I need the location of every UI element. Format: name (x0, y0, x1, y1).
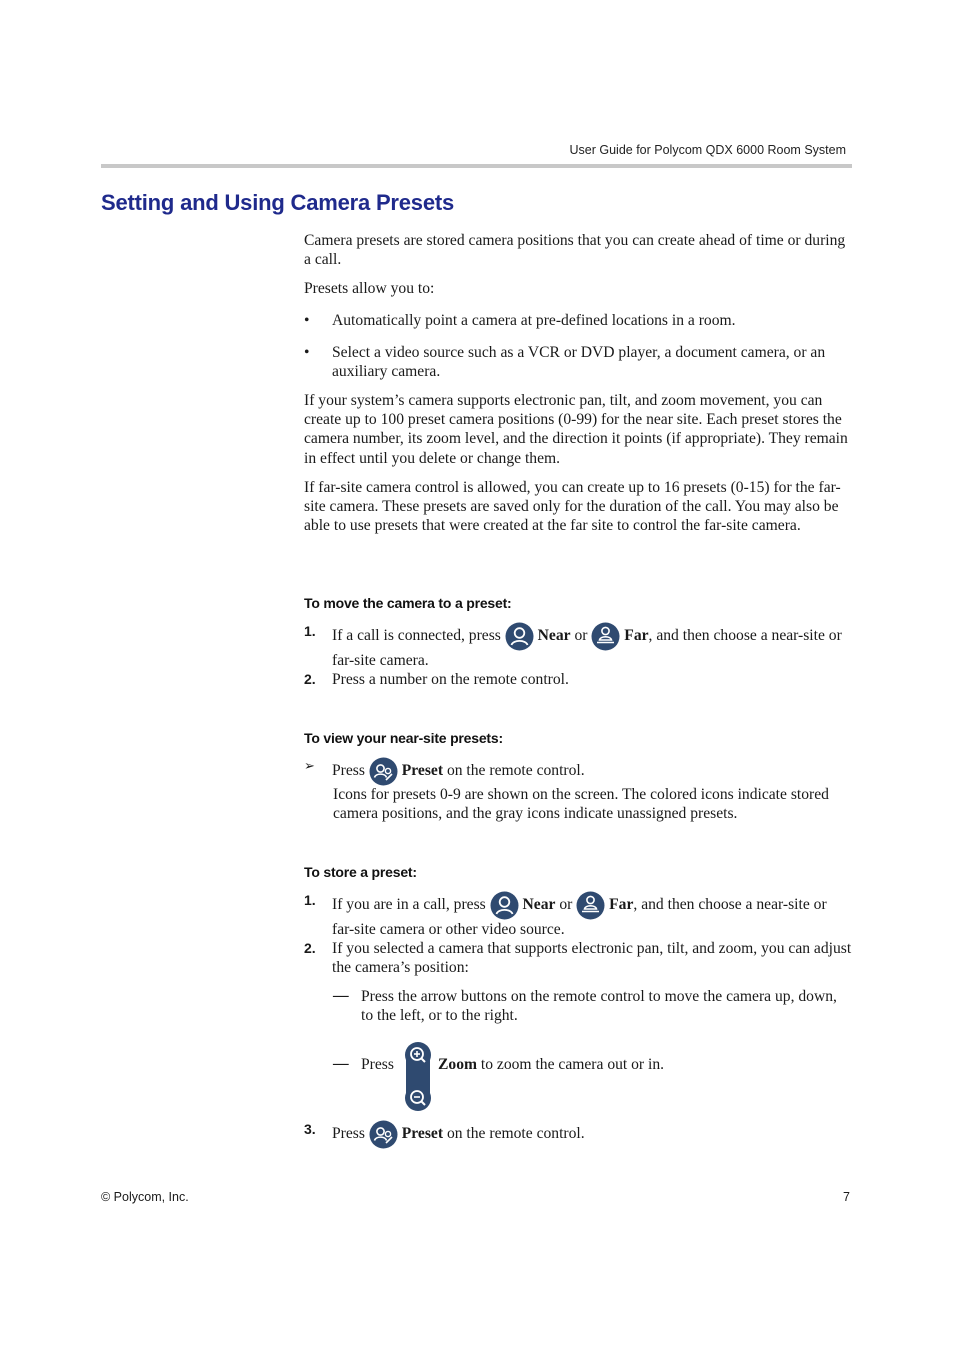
near-icon (505, 622, 534, 651)
page-number: 7 (843, 1190, 850, 1204)
list-item: • Automatically point a camera at pre-defined locations in a room. (304, 312, 736, 329)
zoom-icon (403, 1040, 433, 1113)
view-note: Icons for presets 0-9 are shown on the screen. The colored icons indicate stored camera positions, and the gray icons indicate unassigned presets. (333, 786, 829, 823)
far-icon (591, 622, 620, 651)
header-rule (101, 164, 852, 168)
near-icon (490, 891, 519, 920)
move-preset-heading: To move the camera to a preset: (304, 595, 512, 611)
view-presets-heading: To view your near-site presets: (304, 730, 503, 746)
list-item: • Select a video source such as a VCR or DVD player, a document camera, or an auxiliary camera. (304, 344, 826, 381)
store-step-1: 1. If you are in a call, press Near or Far, and then choose a near-site or far-site camera or other video source. (304, 892, 827, 938)
sub-step-zoom: Press (361, 1056, 394, 1073)
store-step-2: 2. If you selected a camera that supports electronic pan, tilt, and zoom, you can adjust the camera’s position: (304, 940, 852, 977)
view-step: ➢ Press Preset on the remote control. (304, 757, 852, 786)
preset-icon (369, 1120, 398, 1149)
move-step-2: 2. Press a number on the remote control. (304, 671, 569, 688)
running-header: User Guide for Polycom QDX 6000 Room System (569, 143, 846, 157)
sub-step-arrows: Press the arrow buttons on the remote control to move the camera up, down, to the left, or to the right. (361, 988, 837, 1025)
store-step-3: 3. Press Preset on the remote control. (304, 1120, 852, 1149)
preset-icon (369, 757, 398, 786)
store-preset-heading: To store a preset: (304, 864, 417, 880)
ptz-paragraph: If your system’s camera supports electronic pan, tilt, and zoom movement, you can create up to 100 preset camera positions (0-99) for the near site. Each preset stores the camera number, its zoom level, and the direction it points (if appropriate). They remain in effect until you delete or change them. (304, 392, 848, 467)
far-site-paragraph: If far-site camera control is allowed, you can create up to 16 presets (0-15) for the far-site camera. These presets are saved only for the duration of the call. You may also be able to use presets that were created at the far site to control the far-site camera. (304, 479, 841, 535)
intro-paragraph: Camera presets are stored camera positions that you can create ahead of time or during a call. (304, 232, 846, 269)
footer-copyright: © Polycom, Inc. (101, 1190, 189, 1204)
page-title: Setting and Using Camera Presets (101, 190, 455, 215)
move-step-1: 1. If a call is connected, press Near or Far, and then choose a near-site or far-site camera. (304, 623, 842, 669)
intro-lead: Presets allow you to: (304, 280, 435, 297)
sub-step-zoom-text: Zoom to zoom the camera out or in. (438, 1056, 665, 1073)
far-icon (576, 891, 605, 920)
